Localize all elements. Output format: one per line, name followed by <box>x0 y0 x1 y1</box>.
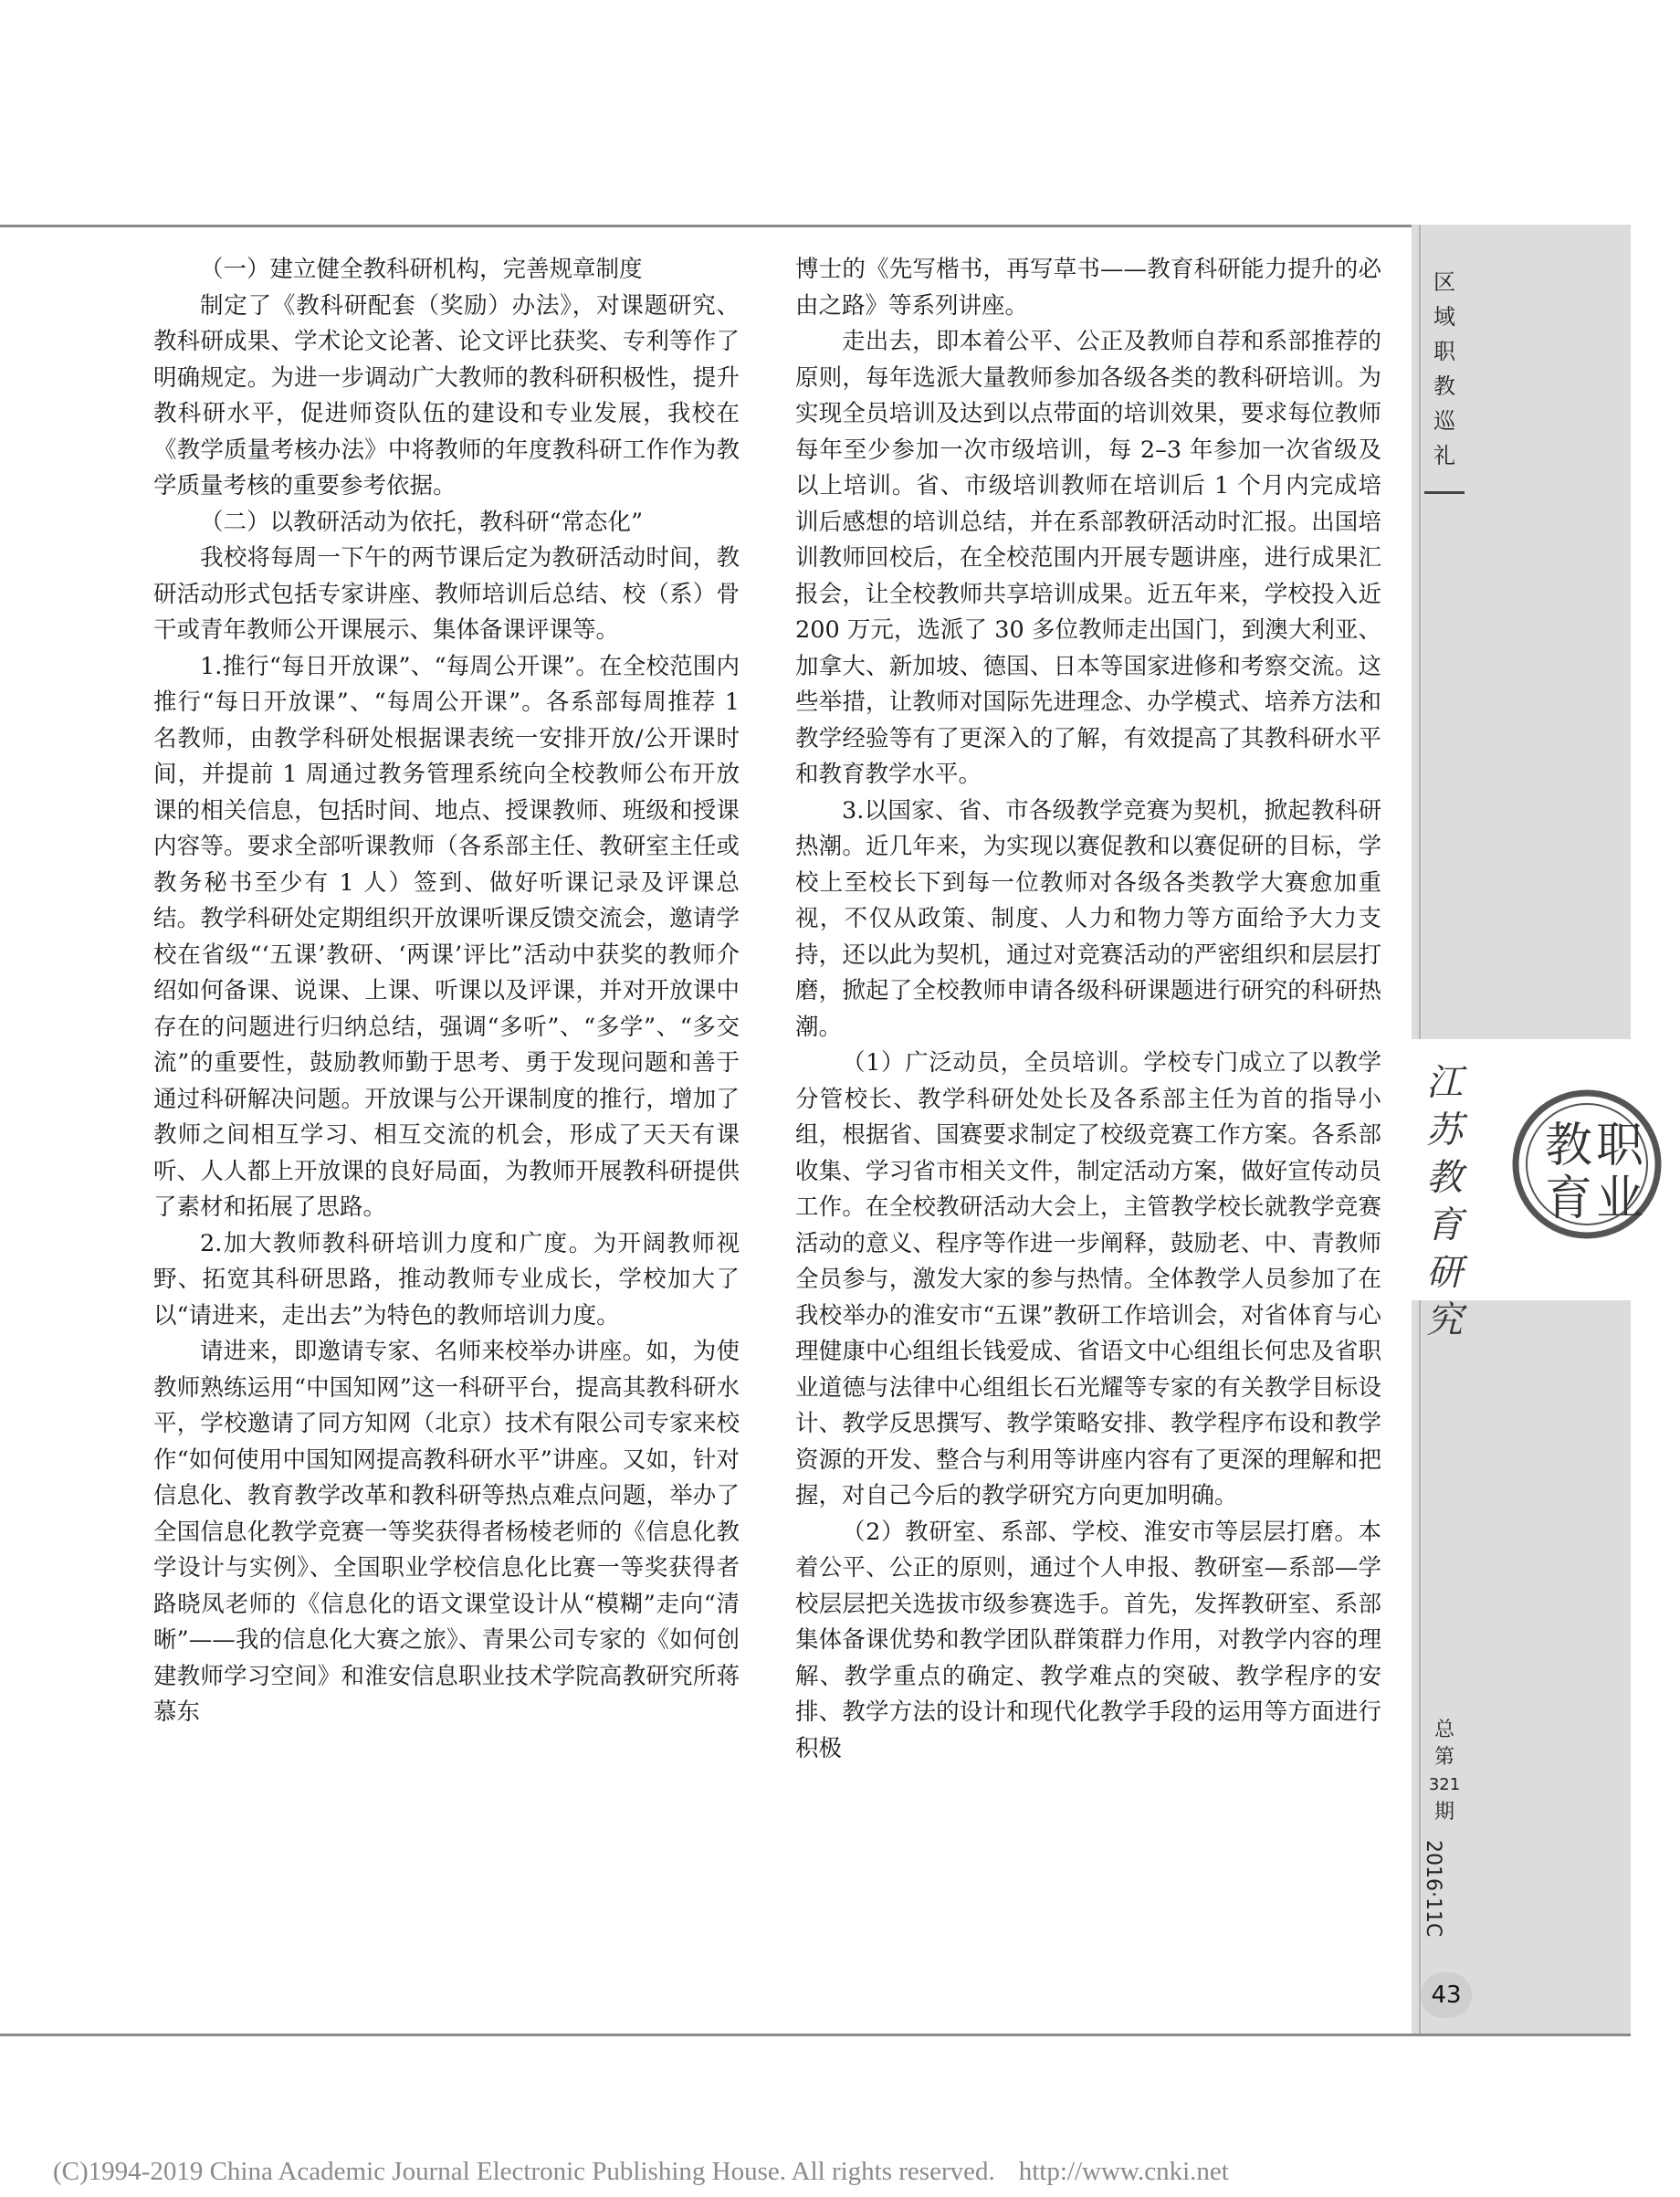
paragraph: 博士的《先写楷书，再写草书——教育科研能力提升的必由之路》等系列讲座。 <box>795 256 1381 320</box>
seal-char: 教 <box>1545 1119 1593 1173</box>
paragraph: 1.推行“每日开放课”、“每周公开课”。在全校范围内推行“每日开放课”、“每周公开课”。各系部每周推荐 1 名教师，由教学科研处根据课表统一安排开放/公开课时间，并提前 1 周通过教务管理系统向全校教师公布开放课的相关信息，包括时间、地点、授课教师、班级和授课内容等。要求全部听课教师（各系部主任、教研室主任或教务秘书至少有 1 人）签到、做好听课记录及评课总结。教学科研处定期组织开放课听课反馈交流会，邀请学校在省级“‘五课’教研、‘两课’评比”活动中获奖的教师介绍如何备课、说课、上课、听课以及评课，并对开放课中存在的问题进行归纳总结，强调“多听”、“多学”、“多交流”的重要性，鼓励教师勤于思考、勇于发现问题和善于通过科研解决问题。开放课与公开课制度的推行，增加了教师之间相互学习、相互交流的机会，形成了天天有课听、人人都上开放课的良好局面，为教师开展教科研提供了素材和拓展了思路。 <box>153 652 740 1221</box>
copyright-footer <box>53 2157 1368 2187</box>
paragraph: （2）教研室、系部、学校、淮安市等层层打磨。本着公平、公正的原则，通过个人申报、教研室—系部—学校层层把关选拔市级参赛选手。首先，发挥教研室、系部集体备课优势和教学团队群策群力作用，对教学内容的理解、教学重点的确定、教学难点的突破、教学程序的安排、教学方法的设计和现代化教学手段的运用等方面进行积极 <box>795 1518 1381 1762</box>
column-title: 区 域 职 教 巡 礼 <box>1433 269 1455 468</box>
section-heading: （一）建立健全教科研机构，完善规章制度 <box>200 256 643 283</box>
issue-number: 总 第 321 期 <box>1428 1719 1461 1824</box>
footer-rule <box>0 2034 1631 2036</box>
seal-char: 业 <box>1596 1172 1644 1226</box>
paragraph: 制定了《教科研配套（奖励）办法》，对课题研究、教科研成果、学术论文论著、论文评比获奖、专利等作了明确规定。为进一步调动广大教师的教科研积极性，提升教科研水平，促进师资队伍的建设和专业发展，我校在《教学质量考核办法》中将教师的年度教科研工作作为教学质量考核的重要参考依据。 <box>153 291 740 499</box>
seal-graphic <box>1507 1087 1680 1242</box>
paragraph: （1）广泛动员，全员培训。学校专门成立了以教学分管校长、教学科研处处长及各系部主任为首的指导小组，根据省、国赛要求制定了校级竞赛工作方案。各系部收集、学习省市相关文件，制定活动方案，做好宣传动员工作。在全校教研活动大会上，主管教学校长就教学竞赛活动的意义、程序等作进一步阐释，鼓励老、中、青教师全员参与，激发大家的参与热情。全体教学人员参加了在我校举办的淮安市“五课”教研工作培训会，对省体育与心理健康中心组组长钱爱成、省语文中心组组长何忠及省职业道德与法律中心组组长石光耀等专家的有关教学目标设计、教学反思撰写、教学策略安排、教学程序布设和教学资源的开发、整合与利用等讲座内容有了更深的理解和把握，对自己今后的教学研究方向更加明确。 <box>795 1049 1381 1509</box>
article-column-left <box>153 252 740 1731</box>
paragraph: 请进来，即邀请专家、名师来校举办讲座。如，为使教师熟练运用“中国知网”这一科研平台，提高其教科研水平，学校邀请了同方知网（北京）技术有限公司专家来校作“如何使用中国知网提高教科研水平”讲座。又如，针对信息化、教育教学改革和教科研等热点难点问题，举办了全国信息化教学竞赛一等奖获得者杨棱老师的《信息化教学设计与实例》、全国职业学校信息化比赛一等奖获得者路晓凤老师的《信息化的语文课堂设计从“模糊”走向“清晰”——我的信息化大赛之旅》、青果公司专家的《如何创建教师学习空间》和淮安信息职业技术学院高教研究所蒋慕东 <box>153 1338 740 1726</box>
page-number: 43 <box>1421 1972 1472 2018</box>
seal-char: 职 <box>1596 1119 1644 1173</box>
header-rule <box>0 225 1631 227</box>
copyright-text: (C)1994-2019 China Academic Journal Electronic Publishing House. All rights reserved. <box>53 2157 995 2186</box>
cnki-link[interactable]: http://www.cnki.net <box>1018 2157 1229 2186</box>
article-column-right <box>795 252 1381 1767</box>
paragraph: 2.加大教师教科研培训力度和广度。为开阔教师视野、拓宽其科研思路，推动教师专业成长，学校加大了以“请进来，走出去”为特色的教师培训力度。 <box>153 1229 740 1330</box>
paragraph: 我校将每周一下午的两节课后定为教研活动时间，教研活动形式包括专家讲座、教师培训后总结、校（系）骨干或青年教师公开课展示、集体备课评课等。 <box>153 544 740 644</box>
section-heading: （二）以教研活动为依托，教科研“常态化” <box>200 508 644 536</box>
journal-seal-icon <box>1507 1087 1644 1242</box>
paragraph: 走出去，即本着公平、公正及教师自荐和系部推荐的原则，每年选派大量教师参加各级各类的教科研培训。为实现全员培训及达到以点带面的培训效果，要求每位教师每年至少参加一次市级培训，每 2–3 年参加一次省级及以上培训。省、市级培训教师在培训后 1 个月内完成培训后感想的培训总结，并在系部教研活动时汇报。出国培训教师回校后，在全校范围内开展专题讲座，进行成果汇报会，让全校教师共享培训成果。近五年来，学校投入近 200 万元，选派了 30 多位教师走出国门，到澳大利亚、加拿大、新加坡、德国、日本等国家进修和考察交流。这些举措，让教师对国际先进理念、办学模式、培养方法和教学经验等有了更深入的了解，有效提高了其教科研水平和教育教学水平。 <box>795 328 1381 788</box>
seal-char: 育 <box>1545 1172 1593 1226</box>
paragraph: 3.以国家、省、市各级教学竞赛为契机，掀起教科研热潮。近几年来，为实现以赛促教和以赛促研的目标，学校上至校长下到每一位教师对各级各类教学大赛愈加重视，不仅从政策、制度、人力和物力等方面给予大力支持，还以此为契机，通过对竞赛活动的严密组织和层层打磨，掀起了全校教师申请各级科研课题进行研究的科研热潮。 <box>795 796 1381 1041</box>
journal-brand: 江 苏 教 育 研 究 <box>1426 1062 1463 1341</box>
column-title-underline <box>1424 491 1465 494</box>
